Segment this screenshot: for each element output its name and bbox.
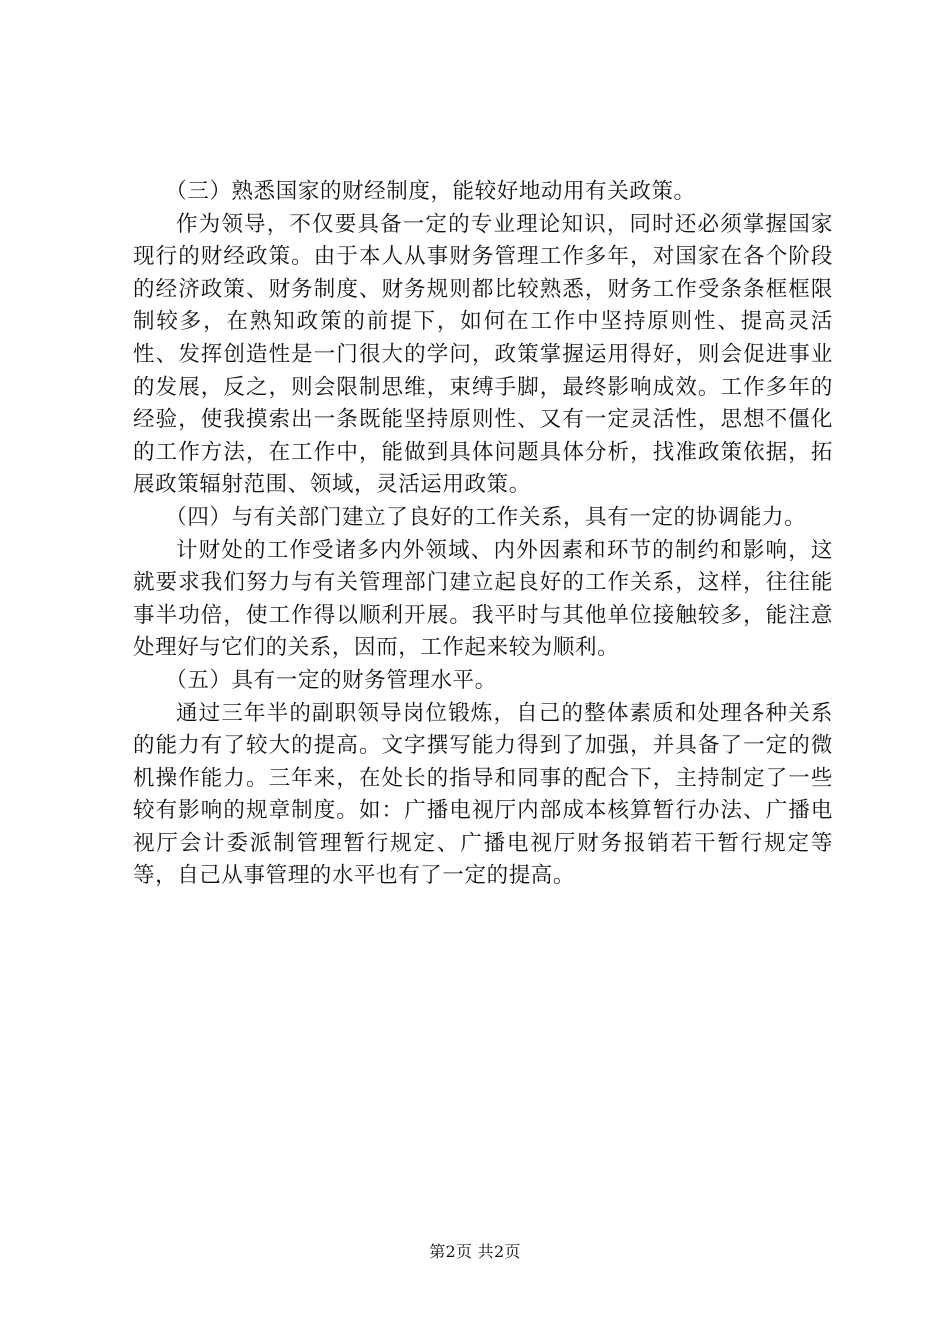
section-heading-3: （三）熟悉国家的财经制度，能较好地动用有关政策。 xyxy=(165,179,696,204)
document-body xyxy=(133,176,833,893)
body-paragraph-3: 作为领导，不仅要具备一定的专业理论知识，同时还必须掌握国家现行的财经政策。由于本人从事财务管理工作多年，对国家在各个阶段的经济政策、财务制度、财务规则都比较熟悉，财务工作受条条框框限制较多，在熟知政策的前提下，如何在工作中坚持原则性、提高灵活性、发挥创造性是一门很大的学问，政策掌握运用得好，则会促进事业的发展，反之，则会限制思维，束缚手脚，最终影响成效。工作多年的经验，使我摸索出一条既能坚持原则性、又有一定灵活性，思想不僵化的工作方法，在工作中，能做到具体问题具体分析，找准政策依据，拓展政策辐射范围、领域，灵活运用政策。 xyxy=(133,211,833,498)
section-heading-5: （五）具有一定的财务管理水平。 xyxy=(165,667,497,693)
body-paragraph-4: 计财处的工作受诸多内外领域、内外因素和环节的制约和影响，这就要求我们努力与有关管理部门建立起良好的工作关系，这样，往往能事半功倍，使工作得以顺利开展。我平时与其他单位接触较多，能注意处理好与它们的关系，因而，工作起来较为顺利。 xyxy=(133,537,833,661)
section-heading-4: （四）与有关部门建立了良好的工作关系，具有一定的协调能力。 xyxy=(165,504,807,530)
page-number-footer: 第2页 共2页 xyxy=(429,1242,521,1261)
body-paragraph-5: 通过三年半的副职领导岗位锻炼，自己的整体素质和处理各种关系的能力有了较大的提高。文字撰写能力得到了加强，并具备了一定的微机操作能力。三年来，在处长的指导和同事的配合下，主持制定了一些较有影响的规章制度。如：广播电视厅内部成本核算暂行办法、广播电视厅会计委派制管理暂行规定、广播电视厅财务报销若干暂行规定等等，自己从事管理的水平也有了一定的提高。 xyxy=(133,700,833,889)
